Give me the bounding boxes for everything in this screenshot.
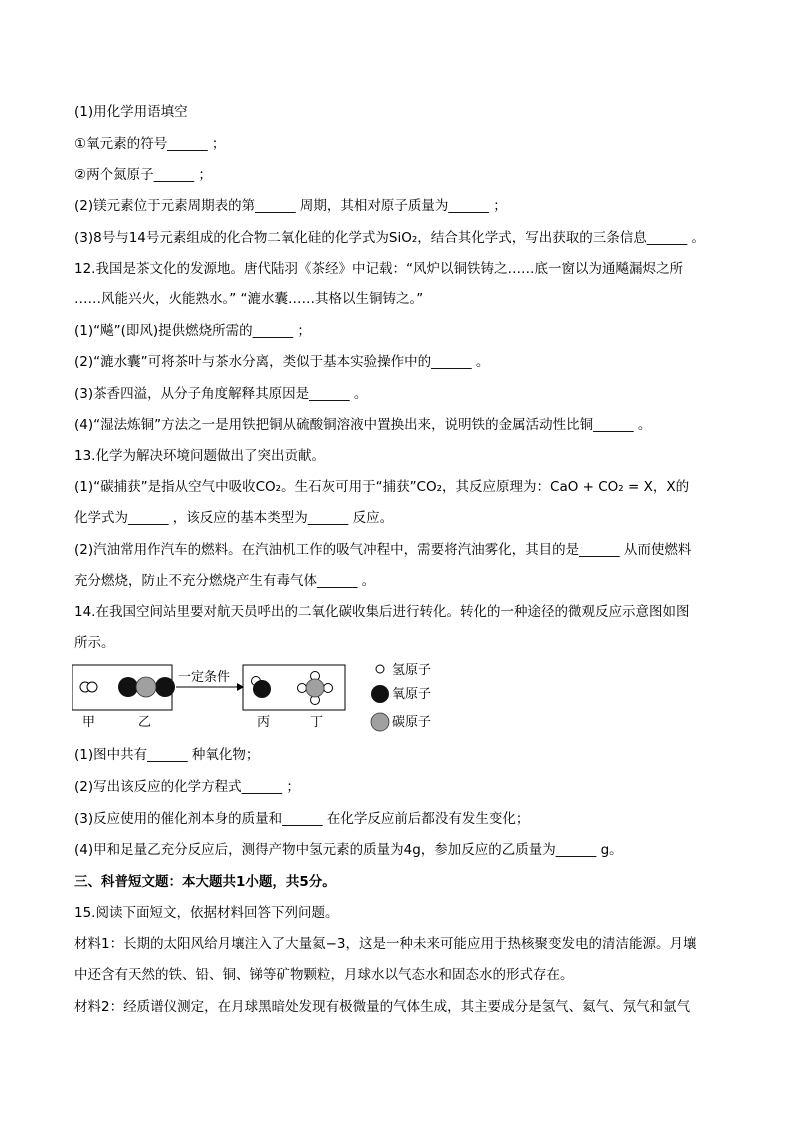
question-12-part1: (1)“飚”(即风)提供燃烧所需的______ ；: [74, 323, 311, 339]
question-14-part1: (1)图中共有______ 种氧化物；: [74, 747, 260, 763]
material-1-cont: 中还含有天然的铁、铅、铜、锑等矿物颗粒，月球水以气态水和固态水的形式存在。: [74, 967, 574, 983]
material-1: 材料1：长期的太阳风给月壤注入了大量氦−3，这是一种未来可能应用于热核聚变发电的清洁能源。月壤: [74, 936, 697, 952]
hydrogen-atom-5: [298, 684, 307, 693]
label-bing: 丙: [257, 715, 271, 730]
micro-reaction-diagram: [72, 662, 472, 742]
section-heading-3: 三、科普短文题：本大题共1小题，共5分。: [74, 874, 336, 890]
label-jia: 甲: [82, 715, 96, 730]
legend-oxygen-swatch: [371, 685, 389, 703]
question-11-part2: (2)镁元素位于元素周期表的第______ 周期，其相对原子质量为______ ；: [74, 198, 507, 214]
question-14-part2: (2)写出该反应的化学方程式______ ；: [74, 779, 300, 795]
question-13-part2-cont: 充分燃烧，防止不充分燃烧产生有毒气体______ 。: [74, 573, 376, 589]
question-13-part1: (1)“碳捕获”是指从空气中吸收CO₂。生石灰可用于“捕获”CO₂，其反应原理为：CaO + CO₂ = X，X的: [74, 479, 690, 495]
question-11-part1-item2: ②两个氮原子______ ；: [74, 167, 212, 183]
material-2: 材料2：经质谱仪测定，在月球黑暗处发现有极微量的气体生成，其主要成分是氢气、氦气、氖气和氩气: [74, 999, 691, 1015]
question-12-part3: (3)茶香四溢，从分子角度解释其原因是______ 。: [74, 386, 368, 402]
question-13-stem: 13.化学为解决环境问题做出了突出贡献。: [74, 448, 325, 464]
label-ding: 丁: [310, 715, 324, 730]
question-13-part1-cont: 化学式为______ ，该反应的基本类型为______ 反应。: [74, 510, 394, 526]
question-14-stem-cont: 所示。: [74, 635, 115, 651]
molecule-bing: [252, 677, 272, 699]
legend-hydrogen-swatch: [376, 665, 384, 673]
legend-carbon-swatch: [371, 713, 389, 731]
legend-hydrogen-label: 氢原子: [392, 663, 432, 678]
reaction-condition: 一定条件: [178, 670, 231, 685]
legend-oxygen-label: 氧原子: [392, 687, 432, 702]
hydrogen-atom-6: [324, 684, 333, 693]
diagram-legend: [371, 663, 431, 731]
legend-carbon-label: 碳原子: [392, 715, 432, 730]
label-yi: 乙: [138, 715, 152, 730]
oxygen-atom-3: [253, 680, 271, 698]
molecule-jia: [80, 682, 97, 692]
question-12-stem: 12.我国是茶文化的发源地。唐代陆羽《茶经》中记载：“风炉以铜铁铸之……底一窗以为通飚漏烬之所: [74, 261, 683, 277]
question-13-part2: (2)汽油常用作汽车的燃料。在汽油机工作的吸气冲程中，需要将汽油雾化，其目的是______ 从而使燃料: [74, 542, 692, 558]
carbon-atom: [136, 677, 156, 697]
question-11-part1-item1: ①氧元素的符号______ ；: [74, 136, 226, 152]
question-11-part3: (3)8号与14号元素组成的化合物二氧化硅的化学式为SiO₂，结合其化学式，写出获取的三条信息______ 。: [74, 230, 706, 246]
question-14-stem: 14.在我国空间站里要对航天员呼出的二氧化碳收集后进行转化。转化的一种途径的微观反应示意图如图: [74, 604, 690, 620]
oxygen-atom-1: [118, 677, 138, 697]
question-11-part1-heading: (1)用化学用语填空: [74, 104, 188, 120]
question-12-stem-cont: ……风能兴火，火能熟水。” “漉水囊……其格以生铜铸之。”: [74, 291, 424, 307]
question-12-part4: (4)“湿法炼铜”方法之一是用铁把铜从硫酸铜溶液中置换出来，说明铁的金属活动性比铜______ 。: [74, 417, 652, 433]
molecule-yi: [118, 677, 175, 697]
molecule-ding: [298, 672, 333, 705]
hydrogen-atom-2: [87, 682, 97, 692]
question-15-stem: 15.阅读下面短文，依据材料回答下列问题。: [74, 905, 339, 921]
oxygen-atom-2: [155, 677, 175, 697]
question-14-part4: (4)甲和足量乙充分反应后，测得产物中氢元素的质量为4g，参加反应的乙质量为______ g。: [74, 842, 623, 858]
question-14-part3: (3)反应使用的催化剂本身的质量和______ 在化学反应前后都没有发生变化；: [74, 811, 530, 827]
carbon-atom-2: [306, 679, 324, 697]
question-12-part2: (2)“漉水囊”可将茶叶与茶水分离，类似于基本实验操作中的______ 。: [74, 354, 490, 370]
